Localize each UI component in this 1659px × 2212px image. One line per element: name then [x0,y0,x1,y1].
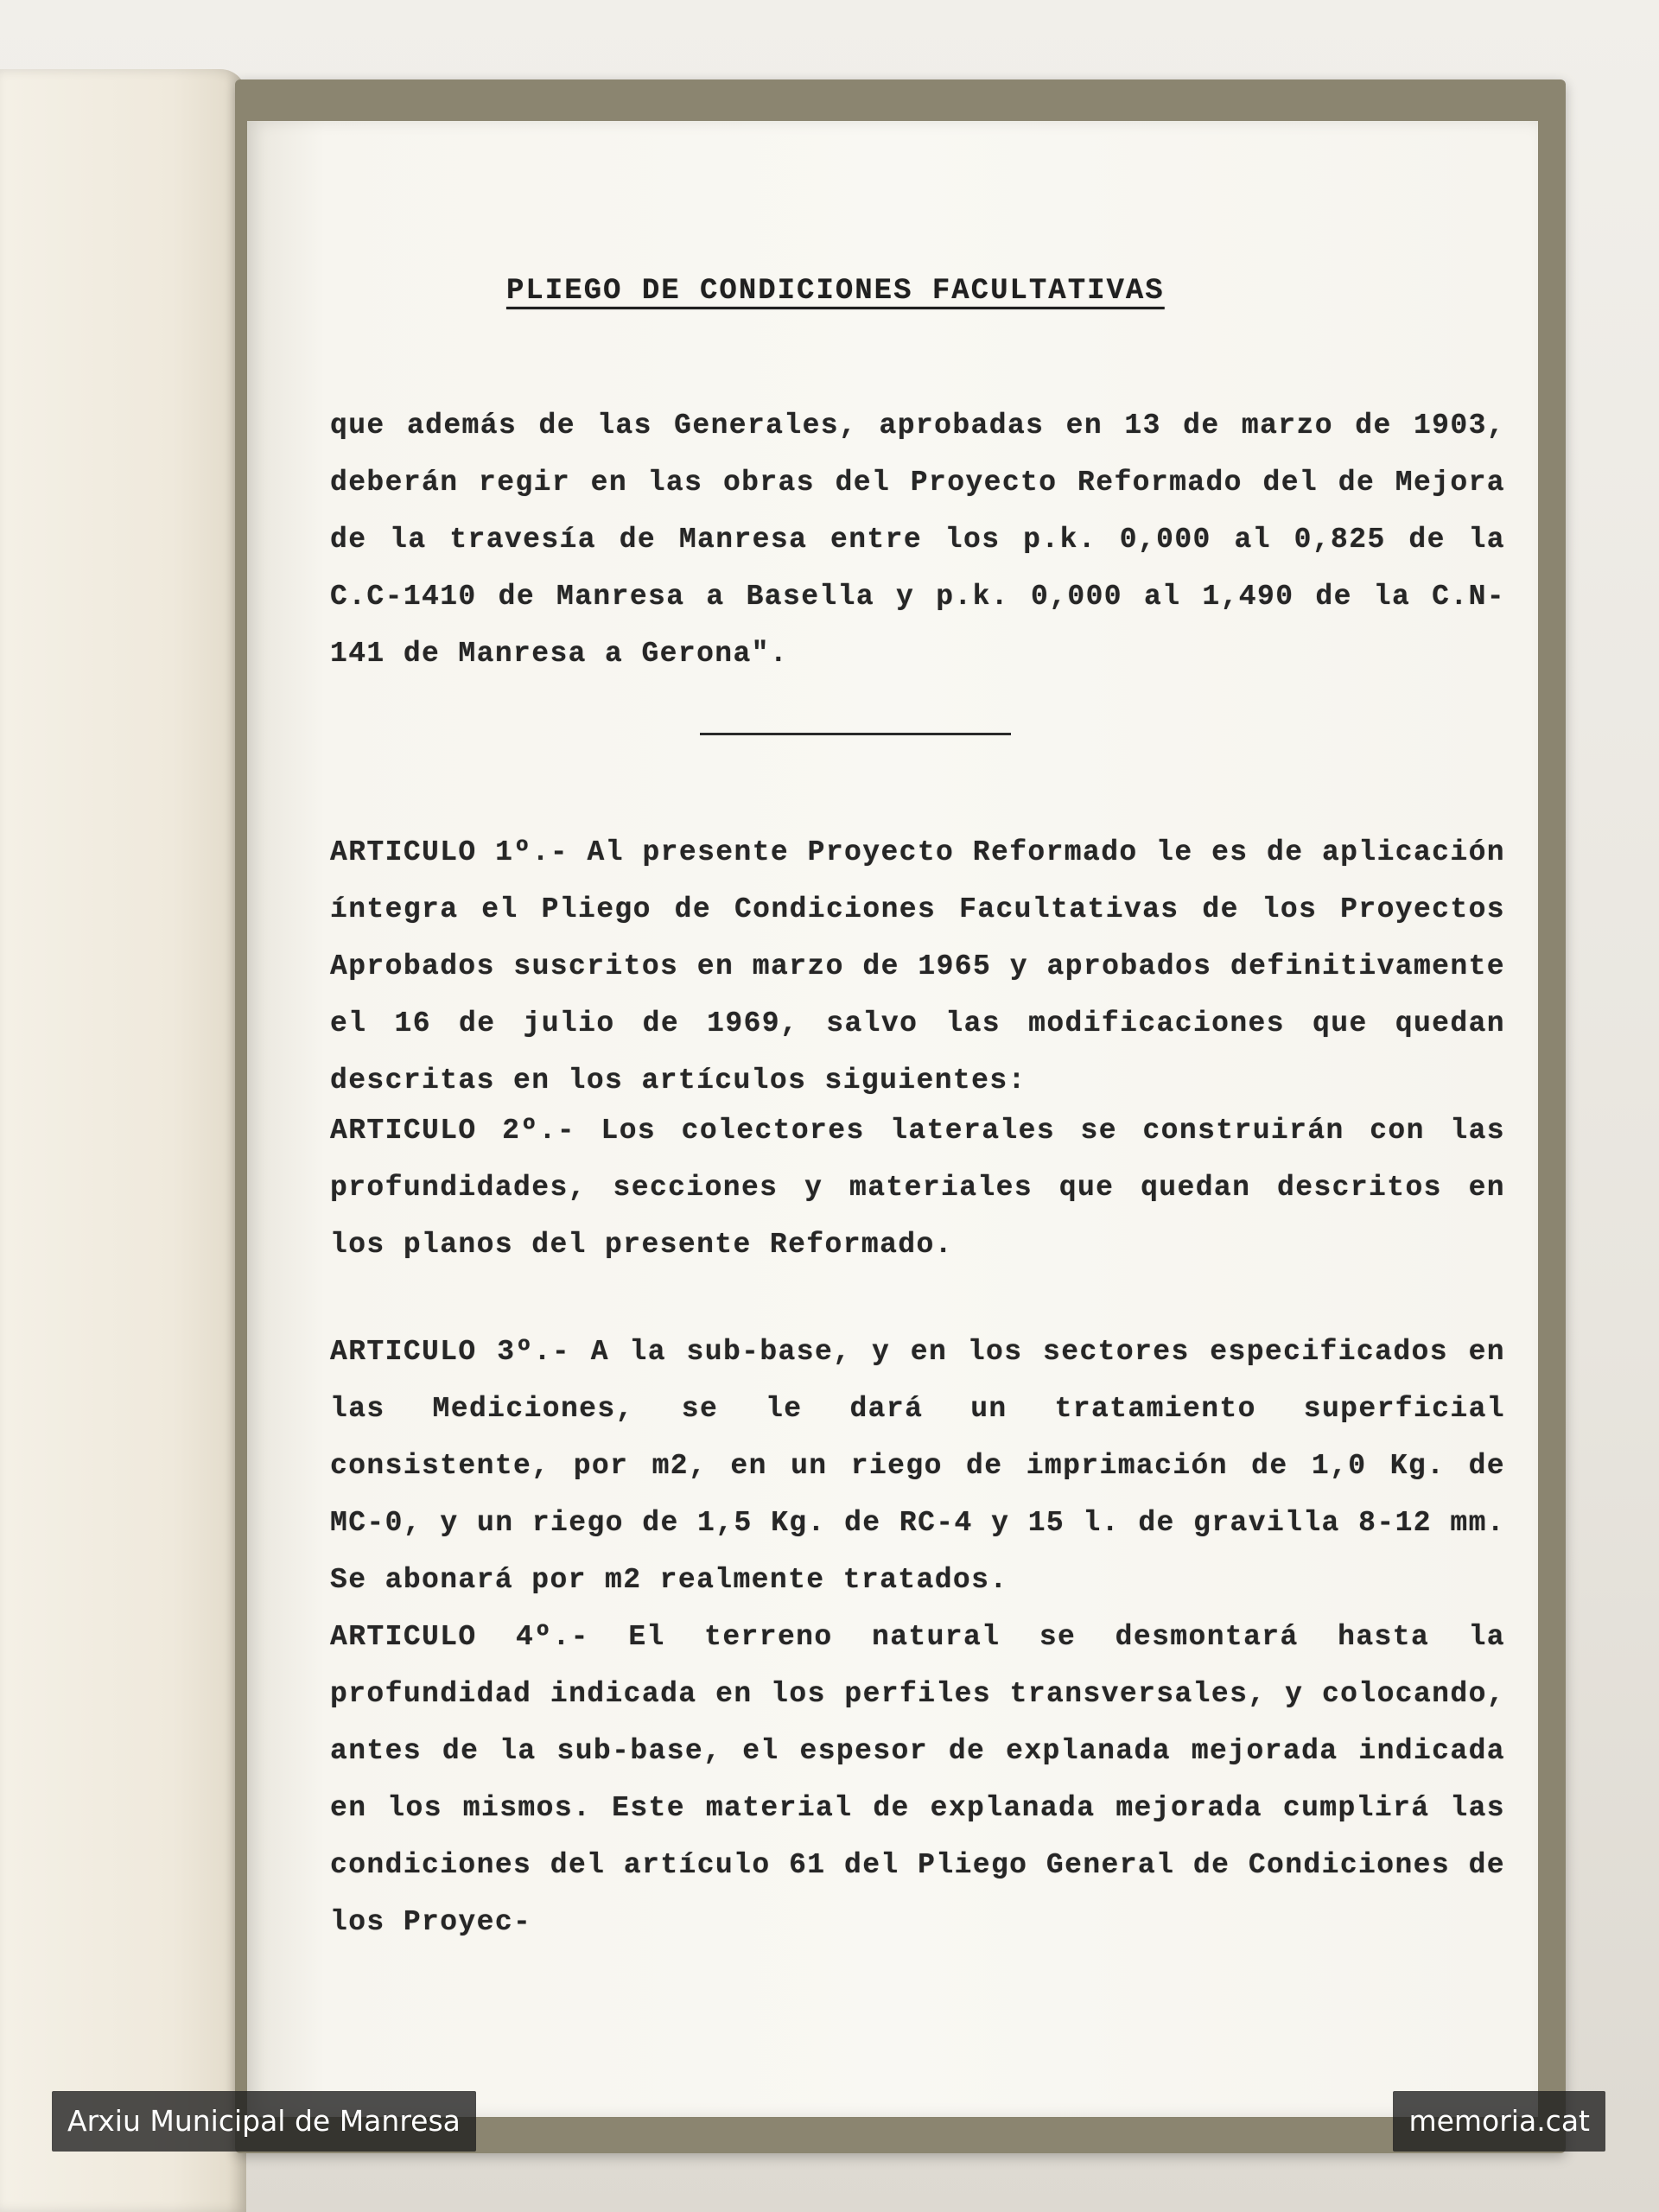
article-1 [330,824,1505,1109]
typed-sheet [247,121,1538,2117]
left-page [0,69,246,2212]
document-title: PLIEGO DE CONDICIONES FACULTATIVAS [506,275,1165,308]
article-4-heading: ARTICULO 4º.- [330,1621,589,1653]
article-2-heading: ARTICULO 2º.- [330,1115,575,1147]
site-watermark: memoria.cat [1393,2091,1605,2152]
section-divider [700,733,1011,735]
article-4-text: El terreno natural se desmontará hasta la profundidad indicada en los perfiles transversales, y colocando, antes de la sub-base, el espesor de explanada mejorada indicada en los mismos. Este material de explanada mejorada cumplirá las condiciones del artículo 61 del Pliego General de Condiciones de los Proyec- [330,1621,1505,1938]
article-3-heading: ARTICULO 3º.- [330,1336,571,1368]
intro-text: que además de las Generales, aprobadas en 13 de marzo de 1903, deberán regir en las obras del Proyecto Reformado del de Mejora de la travesía de Manresa entre los p.k. 0,000 al 0,825 de la C.C-1410 de Manresa a Basella y p.k. 0,000 al 1,490 de la C.N-141 de Manresa a Gerona". [330,410,1505,670]
article-3-text: A la sub-base, y en los sectores especificados en las Mediciones, se le dará un tratamiento superficial consistente, por m2, en un riego de imprimación de 1,0 Kg. de MC-0, y un riego de 1,5 Kg. de RC-4 y 15 l. de gravilla 8-12 mm. Se abonará por m2 realmente tratados. [330,1336,1505,1596]
article-4 [330,1609,1505,1951]
article-2 [330,1103,1505,1274]
article-1-text: Al presente Proyecto Reformado le es de aplicación íntegra el Pliego de Condiciones Facultativas de los Proyectos Aprobados suscritos en marzo de 1965 y aprobados definitivamente el 16 de julio de 1969, salvo las modificaciones que quedan descritas en los artículos siguientes: [330,836,1505,1096]
article-2-text: Los colectores laterales se construirán con las profundidades, secciones y materiales que quedan descritos en los planos del presente Reformado. [330,1115,1505,1261]
intro-paragraph [330,397,1505,683]
article-1-heading: ARTICULO 1º.- [330,836,569,868]
archive-watermark: Arxiu Municipal de Manresa [52,2091,476,2152]
article-3 [330,1324,1505,1609]
